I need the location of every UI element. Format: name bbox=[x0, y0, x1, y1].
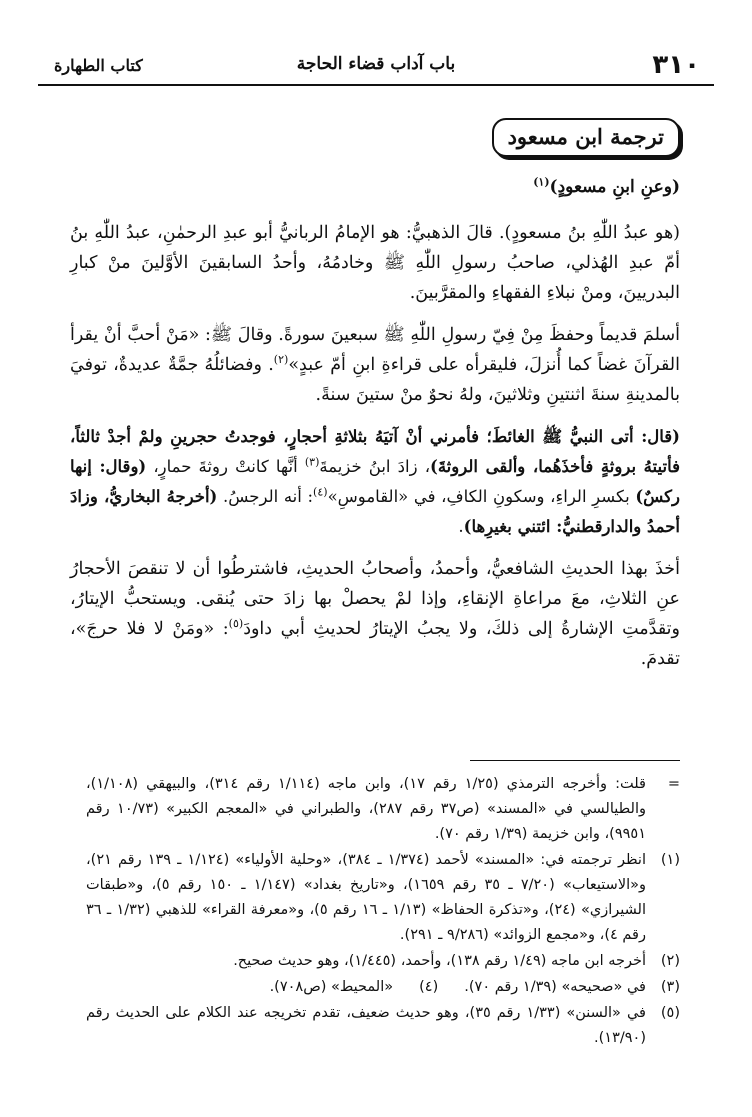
hadith-text: (قال: أتى النبيُّ ﷺ الغائطَ؛ فأمرني أنْ آتيَهُ بثلاثةِ أحجارٍ، فوجدتُ حجرينِ ولمْ أجدْ ثالثاً، فأتيتهُ بروثةٍ فأخذَهُما، وألقى الروثةَ) bbox=[70, 427, 680, 476]
footnote-divider bbox=[470, 760, 680, 761]
bio2-text-a: أسلمَ قديماً وحفظَ مِنْ فِيّ رسولِ اللّٰهِ ﷺ سبعينَ سورةً. وقالَ ﷺ: «مَنْ أحبَّ أنْ يقرأ القرآنَ غضاً كما أُنزلَ، فليقرأه على قراءةِ ابنِ أمّ عبدٍ» bbox=[70, 325, 680, 375]
footnote-ref-5: (٥) bbox=[228, 617, 244, 631]
footnote-ref-4: (٤) bbox=[313, 485, 328, 499]
biography-paragraph-2 bbox=[70, 320, 680, 410]
commentary-paragraph bbox=[70, 554, 680, 674]
footnote-1 bbox=[86, 848, 680, 948]
footnote-text: أخرجه ابن ماجه (١/٤٩ رقم ١٣٨)، وأحمد، (١/٤٤٥)، وهو حديث صحيح. bbox=[233, 953, 646, 969]
footnote-3-4 bbox=[86, 975, 680, 1000]
footnote-5 bbox=[86, 1001, 680, 1051]
page-number: ٣١٠ bbox=[652, 50, 700, 80]
book-title: كتاب الطهارة bbox=[54, 56, 143, 75]
lead-text: (وعنِ ابنِ مسعودٍ) bbox=[549, 177, 680, 197]
hadith-addition: ، زادَ ابنُ خزيمةَ bbox=[319, 457, 431, 476]
hadith-end: . bbox=[458, 517, 464, 536]
footnotes bbox=[86, 772, 680, 1052]
hadith-paragraph bbox=[70, 422, 680, 542]
lead-line bbox=[70, 172, 680, 202]
footnote-mark: = bbox=[667, 776, 680, 792]
footnote-text: في «السنن» (١/٣٣ رقم ٣٥)، وهو حديث ضعيف، تقدم تخريجه عند الكلام على الحديث رقم (١٣/٩٠). bbox=[86, 1005, 646, 1046]
footnote-text: قلت: وأخرجه الترمذي (١/٢٥ رقم ١٧)، وابن ماجه (١/١١٤ رقم ٣١٤)، والبيهقي (١/١٠٨)، والطيالسي في «المسند» (ص٣٧ رقم ٢٨٧)، والطبراني في «المعجم الكبير» (١٠/٧٣ رقم ٩٩٥١)، وابن خزيمة (١/٣٩ رقم ٧٠). bbox=[86, 776, 646, 842]
footnote-4-mark: (٤) bbox=[419, 979, 439, 995]
commentary-text-b: : «ومَنْ لا فلا حرجَ»، تقدمَ. bbox=[70, 619, 680, 669]
hadith-note: أنَّها كانتْ روثةَ حمارٍ، bbox=[146, 457, 305, 476]
footnote-mark: (٥) bbox=[660, 1005, 680, 1021]
hadith-source: (أخرجهُ البخاريُّ، وزادَ أحمدُ والدارقطنيُّ: ائتني بغيرِها) bbox=[70, 487, 680, 536]
hadith-saying: (وقال: إنها ركسٌ) bbox=[70, 457, 680, 506]
footnote-mark: (٣) bbox=[660, 979, 680, 995]
header-divider bbox=[38, 84, 714, 86]
commentary-text-a: أخذَ بهذا الحديثِ الشافعيُّ، وأحمدُ، وأصحابُ الحديثِ، فاشترطُوا أن لا تنقصَ الأحجارُ عنِ الثلاثِ، معَ مراعاةِ الإنقاءِ، وإذا لمْ يحصلْ بها زادَ حتى يُنقى. ويستحبُّ الإيتارُ، وتقدَّمتِ الإشارةُ إلى ذلكَ، ولا يجبُ الإيتارُ لحديثِ أبي داودَ bbox=[70, 559, 681, 639]
section-title: ترجمة ابن مسعود bbox=[492, 118, 680, 157]
footnote-ref-2: (٢) bbox=[273, 353, 289, 367]
biography-paragraph-1: (هو عبدُ اللّٰهِ بنُ مسعودٍ). قالَ الذهبيُّ: هو الإمامُ الربانيُّ أبو عبدِ الرحمٰنِ، عبدُ اللّٰهِ بنُ أمّ عبدِ الهُذلي، صاحبُ رسولِ اللّٰهِ ﷺ وخادمُهُ، وأحدُ السابقينَ الأوَّلينَ منْ كبارِ البدريينَ، ومنْ نبلاءِ الفقهاءِ والمقرَّبينَ. bbox=[70, 223, 680, 303]
footnote-2 bbox=[86, 949, 680, 974]
footnote-mark: (٢) bbox=[660, 953, 680, 969]
hadith-explanation: بكسرِ الراءِ، وسكونِ الكافِ، في «القاموسِ» bbox=[327, 487, 636, 506]
footnote-ref-1: (١) bbox=[533, 175, 550, 189]
main-text bbox=[70, 172, 680, 686]
bio2-text-b: . وفضائلُهُ جمَّةٌ عديدةٌ، توفيَ بالمدينةِ سنةَ اثنتينِ وثلاثينَ، ولهُ نحوٌ منْ ستينَ سنةً. bbox=[70, 355, 680, 405]
footnote-text: انظر ترجمته في: «المسند» لأحمد (١/٣٧٤ ـ ٣٨٤)، «وحلية الأولياء» (١/١٢٤ ـ ١٣٩ رقم ٢١)، و«الاستيعاب» (٧/٢٠ ـ ٣٥ رقم ١٦٥٩)، و«تاريخ بغداد» (١/١٤٧ ـ ١٥٠ رقم ٥)، و«طبقات الشيرازي» (٢٤)، و«تذكرة الحفاظ» (١/١٣ ـ ١٦ رقم ٥)، و«معرفة القراء» للذهبي (١/٣٢ ـ ٣٦ رقم ٤)، و«مجمع الزوائد» (٩/٢٨٦ ـ ٢٩١). bbox=[86, 852, 647, 943]
footnote-ref-3: (٣) bbox=[304, 455, 320, 469]
hadith-explanation-end: : أنه الرجسُ. bbox=[217, 487, 314, 506]
footnote-3-text: في «صحيحه» (١/٣٩ رقم ٧٠). bbox=[464, 979, 646, 995]
chapter-title: باب آداب قضاء الحاجة bbox=[296, 54, 456, 74]
footnote-continuation bbox=[86, 772, 680, 847]
footnote-4-text: «المحيط» (ص٧٠٨). bbox=[269, 979, 394, 995]
page-header bbox=[38, 50, 714, 82]
footnote-mark: (١) bbox=[660, 852, 680, 868]
